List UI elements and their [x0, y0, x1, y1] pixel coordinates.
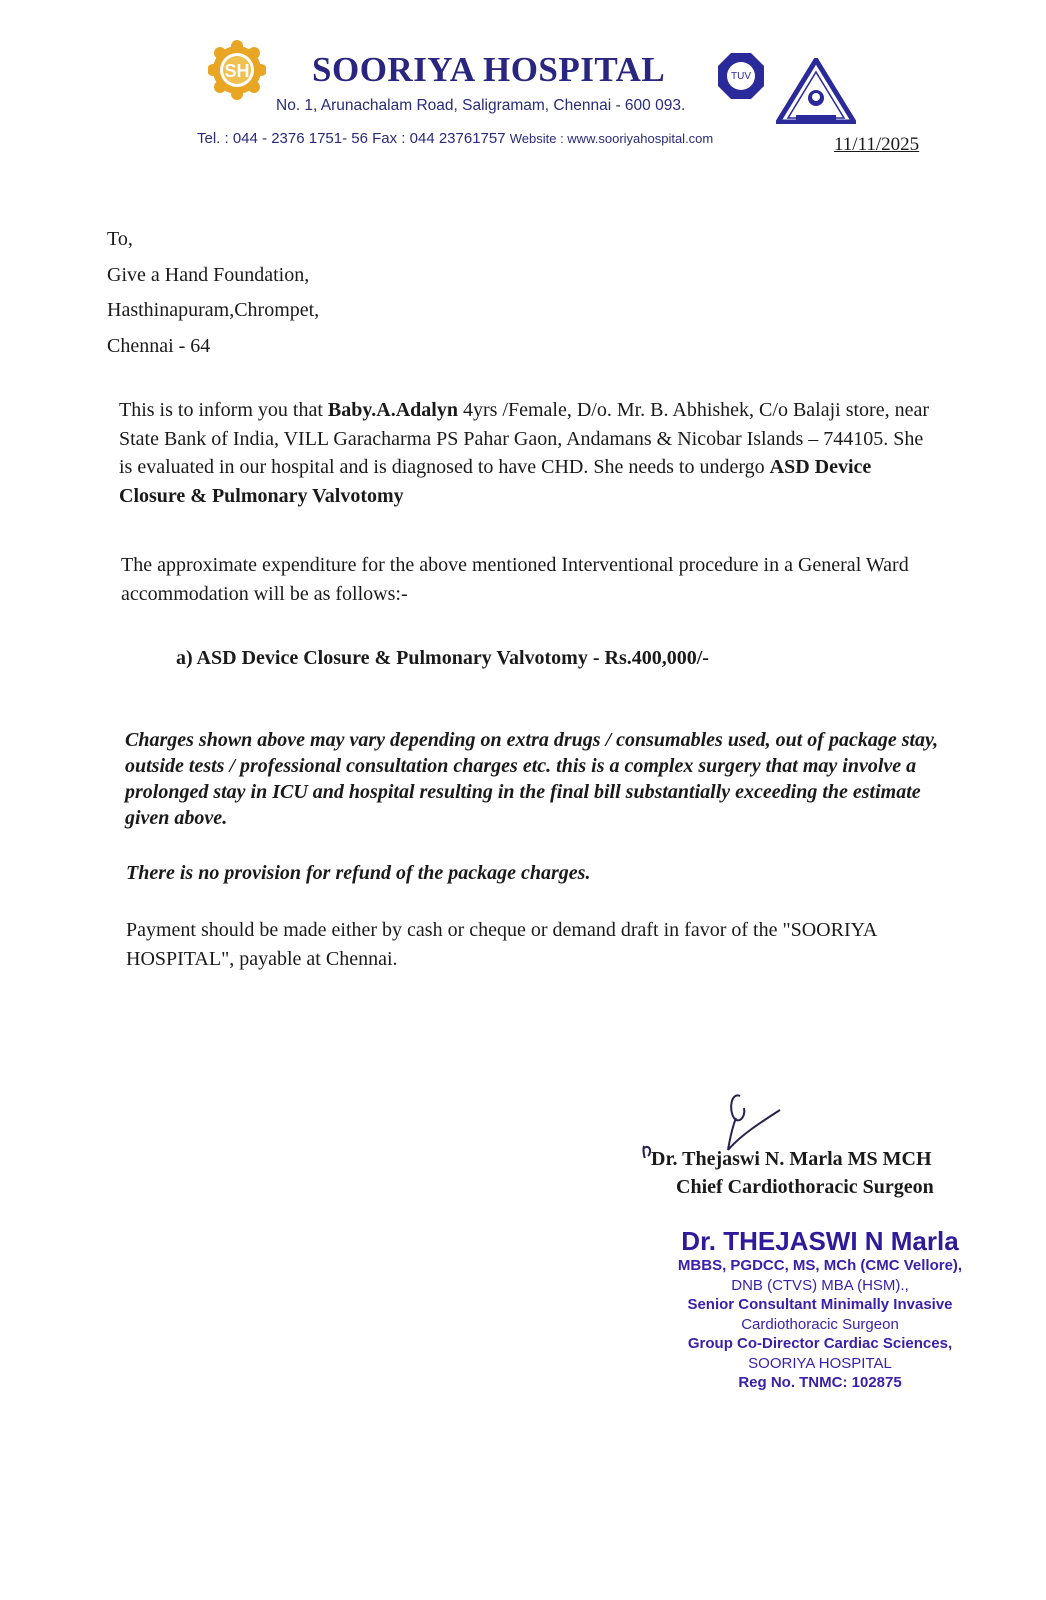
recipient-line: To, — [107, 228, 133, 250]
doctor-stamp — [640, 1226, 1000, 1393]
patient-info-paragraph — [119, 396, 939, 510]
recipient-line: Chennai - 64 — [107, 334, 211, 357]
patient-name: Baby.A.Adalyn — [327, 399, 458, 421]
payment-instructions: Payment should be made either by cash or cheque or demand draft in favor of the "SOORIYA HOSPITAL", payable at Chennai. — [126, 919, 877, 970]
procedure-name: ASD Device Closure & Pulmonary Valvotomy — [119, 456, 872, 507]
intro-text: This is to inform you that — [119, 399, 328, 421]
stamp-qualifications: MBBS, PGDCC, MS, MCh (CMC Vellore), — [677, 1257, 963, 1274]
recipient-line: Hasthinapuram,Chrompet, — [107, 299, 320, 321]
website-link[interactable]: Website : www.sooriyahospital.com — [509, 131, 714, 146]
recipient-line: Give a Hand Foundation, — [107, 263, 310, 286]
estimate-item: a) ASD Device Closure & Pulmonary Valvotomy - Rs.400,000/- — [176, 647, 709, 669]
stamp-registration: Reg No. TNMC: 102875 — [738, 1374, 902, 1391]
logo-letters: SH — [224, 61, 250, 81]
stamp-qualifications-2: DNB (CTVS) MBA (HSM)., — [731, 1276, 909, 1294]
stamp-role: Group Co-Director Cardiac Sciences, — [687, 1335, 953, 1352]
stamp-doctor-name: Dr. THEJASWI N Marla — [681, 1226, 959, 1256]
letter-date: 11/11/2025 — [834, 134, 920, 155]
stamp-designation: Senior Consultant Minimally Invasive — [687, 1296, 953, 1313]
hospital-logo-icon — [208, 40, 266, 100]
recipient-address — [107, 222, 319, 364]
stamp-designation-2: Cardiothoracic Surgeon — [741, 1315, 899, 1333]
nabh-accreditation-icon — [776, 58, 856, 124]
expenditure-paragraph: The approximate expenditure for the above mentioned Interventional procedure in a General Ward accommodation will be as follows:- — [121, 554, 909, 605]
tuv-text: TUV — [731, 71, 751, 82]
patient-details: 4yrs /Female, D/o. Mr. B. Abhishek, C/o Balaji store, near State Bank of India, VILL Garacharma PS Pahar Gaon, Andamans & Nicobar Islands – 744105. She is evaluated in our hospital and is diagnosed to have CHD. She needs to undergo — [119, 399, 930, 478]
charges-disclaimer: Charges shown above may vary depending on extra drugs / consumables used, out of package stay, outside tests / professional consultation charges etc. this is a complex surgery that may involve a prolonged stay in ICU and hospital resulting in the final bill substantially exceeding the estimate given above. — [125, 729, 939, 829]
hospital-address: No. 1, Arunachalam Road, Saligramam, Chennai - 600 093. — [276, 97, 686, 114]
hospital-name: SOORIYA HOSPITAL — [312, 50, 666, 89]
signatory-title: Chief Cardiothoracic Surgeon — [676, 1176, 934, 1198]
signatory-name: Dr. Thejaswi N. Marla MS MCH — [651, 1148, 932, 1170]
hospital-contact — [197, 130, 713, 147]
tuv-certification-icon — [717, 52, 765, 100]
refund-note: There is no provision for refund of the package charges. — [126, 862, 591, 884]
phone-fax: Tel. : 044 - 2376 1751- 56 Fax : 044 23761757 — [197, 130, 506, 147]
stamp-hospital: SOORIYA HOSPITAL — [748, 1354, 892, 1372]
